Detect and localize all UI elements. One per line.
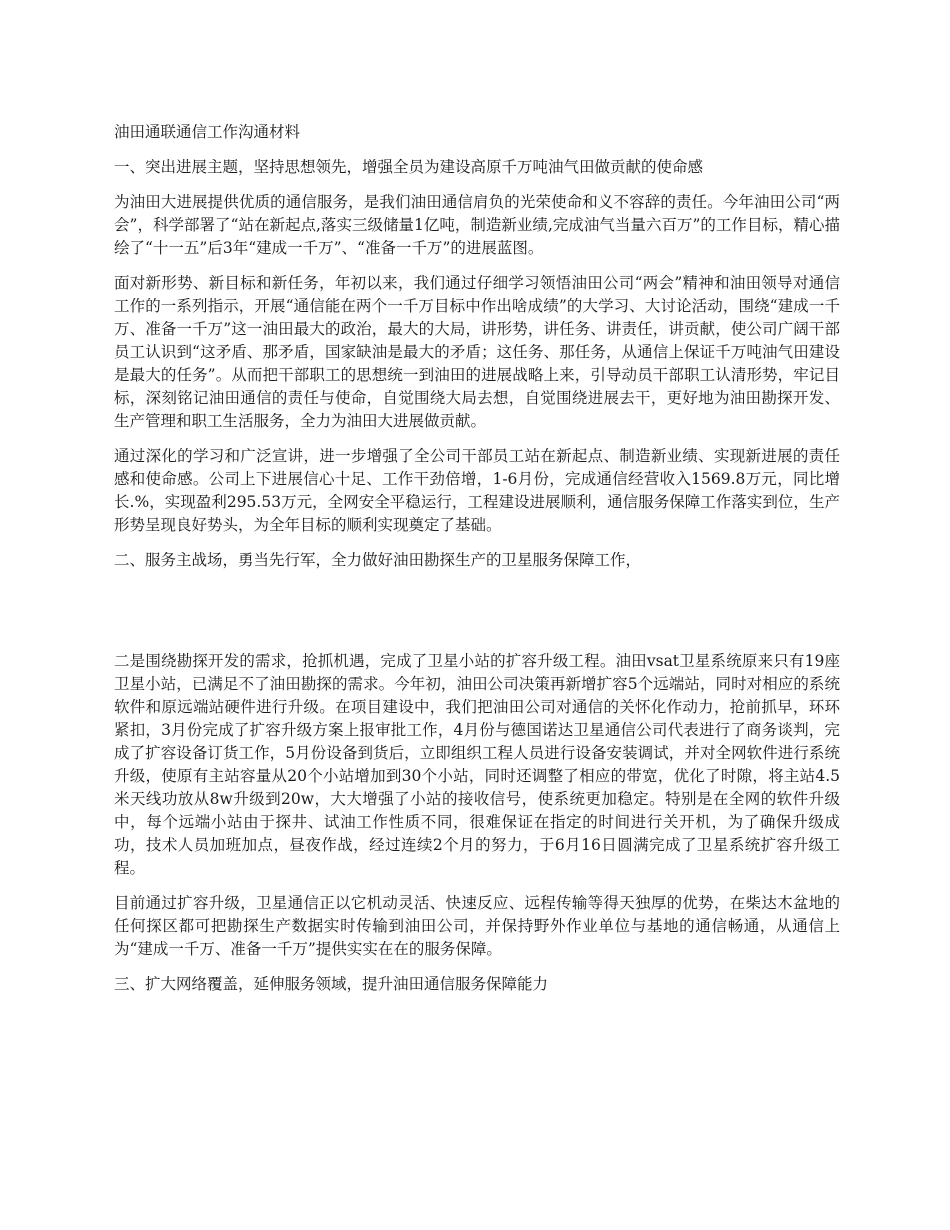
paragraph-3: 通过深化的学习和广泛宣讲，进一步增强了全公司干部员工站在新起点、制造新业绩、实现新进展的责任感和使命感。公司上下进展信心十足、工作干劲倍增，1-6月份，完成通信经营收入1569.8万元，同比增长.%，实现盈利295.53万元，全网安全平稳运行，工程建设进展顺利，通信服务保障工作落实到位，生产形势呈现良好势头，为全年目标的顺利实现奠定了基础。 bbox=[114, 447, 840, 534]
paragraph-2: 面对新形势、新目标和新任务，年初以来，我们通过仔细学习领悟油田公司“两会”精神和油田领导对通信工作的一系列指示，开展“通信能在两个一千万目标中作出啥成绩”的大学习、大讨论活动，围绕“建成一千万、准备一千万”这一油田最大的政治，最大的大局，讲形势，讲任务、讲责任，讲贡献，使公司广阔干部员工认识到“这矛盾、那矛盾，国家缺油是最大的矛盾；这任务、那任务，从通信上保证千万吨油气田建设是最大的任务”。从而把干部职工的思想统一到油田的进展战略上来，引导动员干部职工认清形势，牢记目标，深刻铭记油田通信的责任与使命，自觉围绕大局去想，自觉围绕进展去干，更好地为油田勘探开发、生产管理和职工生活服务，全力为油田大进展做贡献。 bbox=[114, 274, 840, 430]
document-body bbox=[114, 121, 840, 1008]
blank-gap bbox=[114, 584, 840, 650]
section-heading-2: 二、服务主战场，勇当先行军，全力做好油田勘探生产的卫星服务保障工作， bbox=[114, 551, 642, 569]
paragraph-4: 二是围绕勘探开发的需求，抢抓机遇，完成了卫星小站的扩容升级工程。油田vsat卫星系统原来只有19座卫星小站，已满足不了油田勘探的需求。今年初，油田公司决策再新增扩容5个远端站，同时对相应的系统软件和原远端站硬件进行升级。在项目建设中，我们把油田公司对通信的关怀化作动力，抢前抓早，环环紧扣，3月份完成了扩容升级方案上报审批工作，4月份与德国诺达卫星通信公司代表进行了商务谈判，完成了扩容设备订货工作，5月份设备到货后，立即组织工程人员进行设备安装调试，并对全网软件进行系统升级，使原有主站容量从20个小站增加到30个小站，同时还调整了相应的带宽，优化了时隙，将主站4.5米天线功放从8w升级到20w，大大增强了小站的接收信号，使系统更加稳定。特别是在全网的软件升级中，每个远端小站由于探井、试油工作性质不同，很难保证在指定的时间进行关开机，为了确保升级成功，技术人员加班加点，昼夜作战，经过连续2个月的努力，于6月16日圆满完成了卫星系统扩容升级工程。 bbox=[114, 652, 840, 877]
paragraph-1: 为油田大进展提供优质的通信服务，是我们油田通信肩负的光荣使命和义不容辞的责任。今年油田公司“两会”，科学部署了“站在新起点,落实三级储量1亿吨，制造新业绩,完成油气当量六百万”的工作目标，精心描绘了“十一五”后3年“建成一千万”、“准备一千万”的进展蓝图。 bbox=[114, 193, 840, 257]
section-heading-1: 一、突出进展主题，坚持思想领先，增强全员为建设高原千万吨油气田做贡献的使命感 bbox=[114, 158, 704, 176]
document-title: 油田通联通信工作沟通材料 bbox=[114, 123, 301, 141]
paragraph-5: 目前通过扩容升级，卫星通信正以它机动灵活、快速反应、远程传输等得天独厚的优势，在柴达木盆地的任何探区都可把勘探生产数据实时传输到油田公司，并保持野外作业单位与基地的通信畅通，从通信上为“建成一千万、准备一千万”提供实实在在的服务保障。 bbox=[114, 894, 840, 958]
section-heading-3: 三、扩大网络覆盖，延伸服务领域，提升油田通信服务保障能力 bbox=[114, 975, 549, 993]
